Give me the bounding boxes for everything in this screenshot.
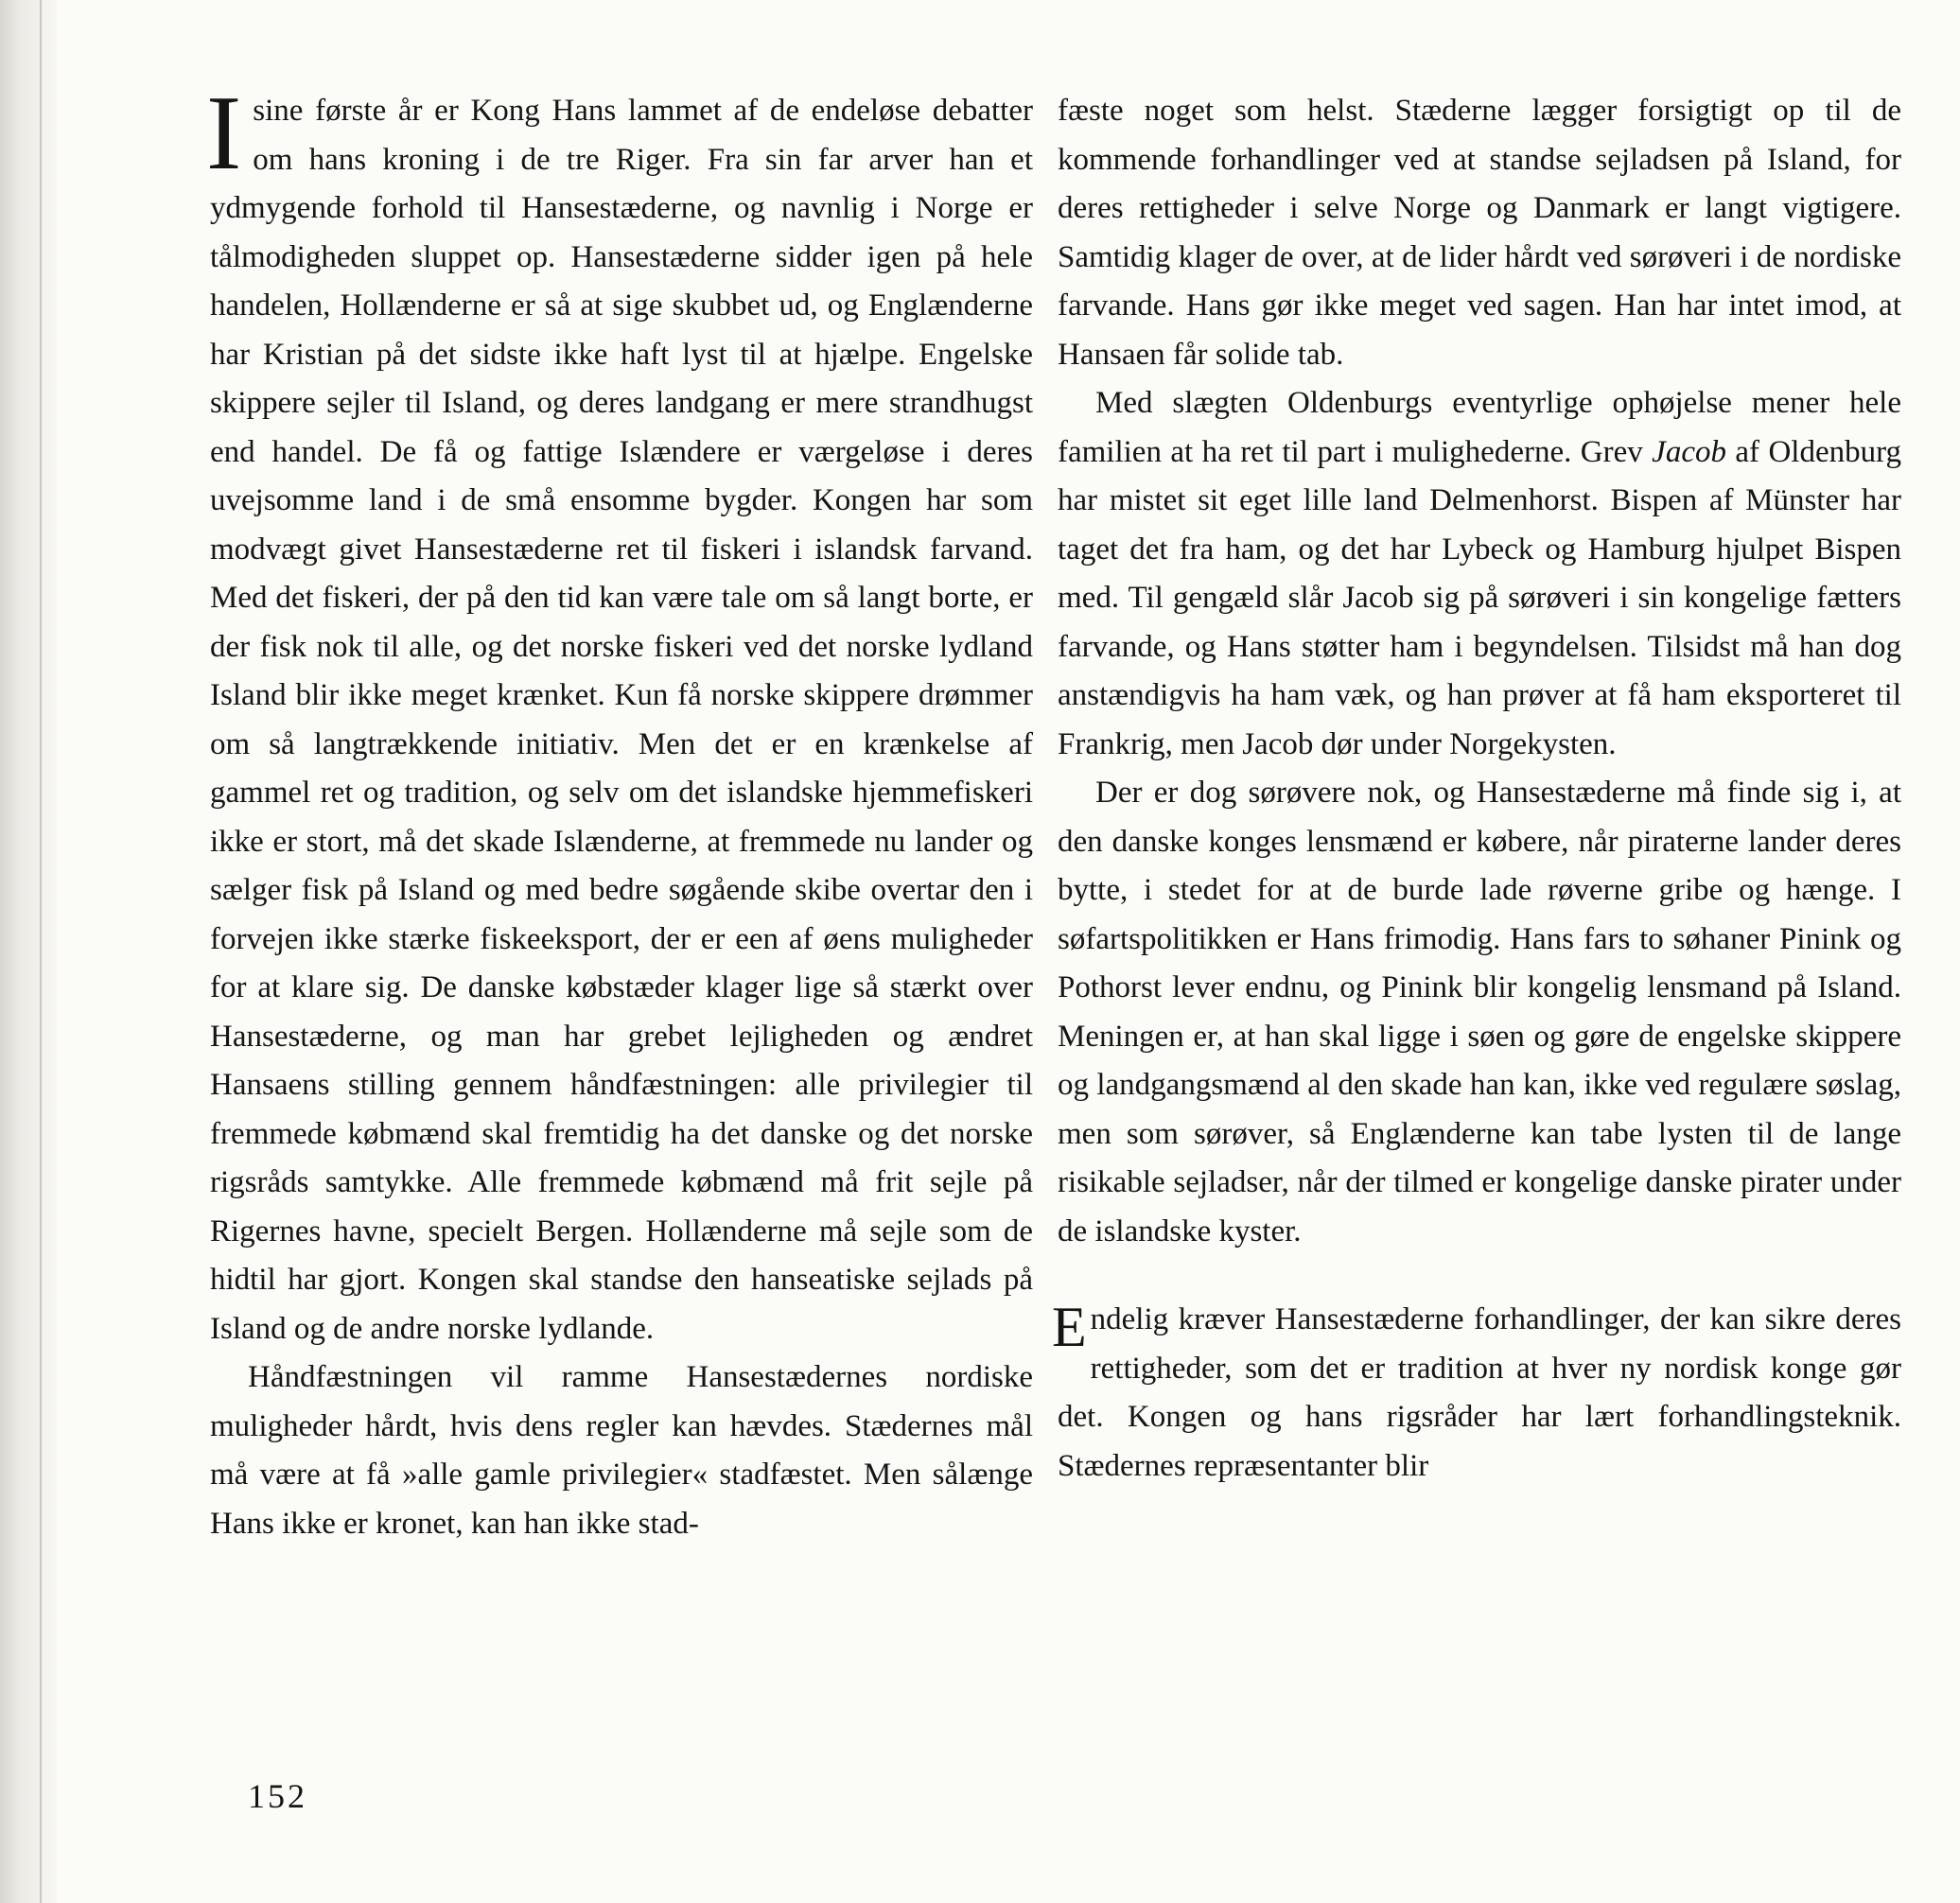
paragraph-2 bbox=[210, 1353, 1033, 1548]
left-text-column bbox=[206, 75, 1033, 1548]
italic-name-jacob: Jacob bbox=[1652, 434, 1726, 469]
drop-cap-letter: I bbox=[206, 75, 242, 192]
paragraph-pirates-text: Der er dog sørøvere nok, og Hansestæderne må finde sig i, at den danske konges lensmænd er købere, når piraterne lander deres bytte, i stedet for at de burde lade røverne gribe og hænge. I søfartspolitikken er Hans frimodig. Hans fars to søhaner Pinink og Pothorst lever endnu, og Pinink blir kongelig lensmand på Island. Meningen er, at han skal ligge i søen og gøre de engelske skippere og landgangsmænd al den skade han kan, ikke ved regulære søslag, men som sørøver, så Englænderne kan tabe lysten til de lange risikable sejladser, når der tilmed er kongelige danske pirater under de islandske kyster. bbox=[1058, 776, 1901, 1248]
drop-cap-letter: E bbox=[1052, 1296, 1087, 1358]
paragraph-oldenburg-text-b: af Oldenburg har mistet sit eget lille land Delmenhorst. Bispen af Münster har taget det fra ham, og det har Lybeck og Hamburg hjulpet Bispen med. Til gengæld slår Jacob sig på sørøveri i sin kongelige fætters farvande, og Hans støtter ham i begyndelsen. Tilsidst må han dog anstændigvis ha ham væk, og han prøver at få ham eksporteret til Frankrig, men Jacob dør under Norgekysten. bbox=[1058, 434, 1901, 761]
gutter-fold-line bbox=[40, 0, 42, 1903]
paragraph-1-text: sine første år er Kong Hans lammet af de endeløse debatter om hans kroning i de tre Riger. Fra sin far arver han et ydmygende forhold til Hansestæderne, og navnlig i Norge er tålmodigheden sluppet op. Hansestæderne sidder igen på hele handelen, Hollænderne er så at sige skubbet ud, og Englænderne har Kristian på det sidste ikke haft lyst til at hjælpe. Engelske skippere sejler til Island, og deres landgang er mere strandhugst end handel. De få og fattige Islændere er værgeløse i deres uvejsomme land i de små ensomme bygder. Kongen har som modvægt givet Hansestæderne ret til fiskeri i islandsk farvand. Med det fiskeri, der på den tid kan være tale om så langt borte, er der fisk nok til alle, og det norske fiskeri ved det norske lydland Island blir ikke meget krænket. Kun få norske skippere drømmer om så langtrækkende initiativ. Men det er en krænkelse af gammel ret og tradition, og selv om det islandske hjemmefiskeri ikke er stort, må det skade Islænderne, at fremmede nu lander og sælger fisk på Island og med bedre søgående skibe overtar den i forvejen ikke stærke fiskeeksport, der er een af øens muligheder for at klare sig. De danske købstæder klager lige så stærkt over Hansestæderne, og man har grebet lejligheden og ændret Hansaens stilling gennem håndfæstningen: alle privilegier til fremmede købmænd skal fremtidig ha det danske og det norske rigsråds samtykke. Alle fremmede købmænd må frit sejle på Rigernes havne, specielt Bergen. Hollænderne må sejle som de hidtil har gjort. Kongen skal standse den hanseatiske sejlads på Island og de andre norske lydlande. bbox=[210, 94, 1033, 1346]
page-number: 152 bbox=[248, 1777, 307, 1815]
paragraph-1 bbox=[206, 75, 1033, 1353]
book-gutter bbox=[0, 0, 57, 1903]
paragraph-negotiations bbox=[1052, 1296, 1901, 1491]
paragraph-pirates bbox=[1058, 769, 1901, 1256]
paragraph-continued bbox=[1058, 87, 1901, 379]
paragraph-oldenburg bbox=[1058, 379, 1901, 769]
paragraph-2-text: Håndfæstningen vil ramme Hansestædernes nordiske muligheder hårdt, hvis dens regler kan hævdes. Stædernes mål må være at få »alle gamle privilegier« stadfæstet. Men sålænge Hans ikke er kronet, kan han ikke stad- bbox=[210, 1360, 1033, 1541]
right-text-column bbox=[1052, 87, 1901, 1491]
paragraph-negotiations-text: ndelig kræver Hansestæderne forhandlinger, der kan sikre deres rettigheder, som det er tradition at hver ny nordisk konge gør det. Kongen og hans rigsråder har lært forhandlingsteknik. Stædernes repræsentanter blir bbox=[1058, 1302, 1901, 1483]
paragraph-continued-text: fæste noget som helst. Stæderne lægger forsigtigt op til de kommende forhandlinger ved at standse sejladsen på Island, for deres rettigheder i selve Norge og Danmark er langt vigtigere. Samtidig klager de over, at de lider hårdt ved sørøveri i de nordiske farvande. Hans gør ikke meget ved sagen. Han har intet imod, at Hansaen får solide tab. bbox=[1058, 94, 1901, 372]
paragraph-oldenburg-text-a: Med slægten Oldenburgs eventyrlige ophøjelse mener hele familien at ha ret til part i mulighederne. Grev bbox=[1058, 386, 1901, 469]
